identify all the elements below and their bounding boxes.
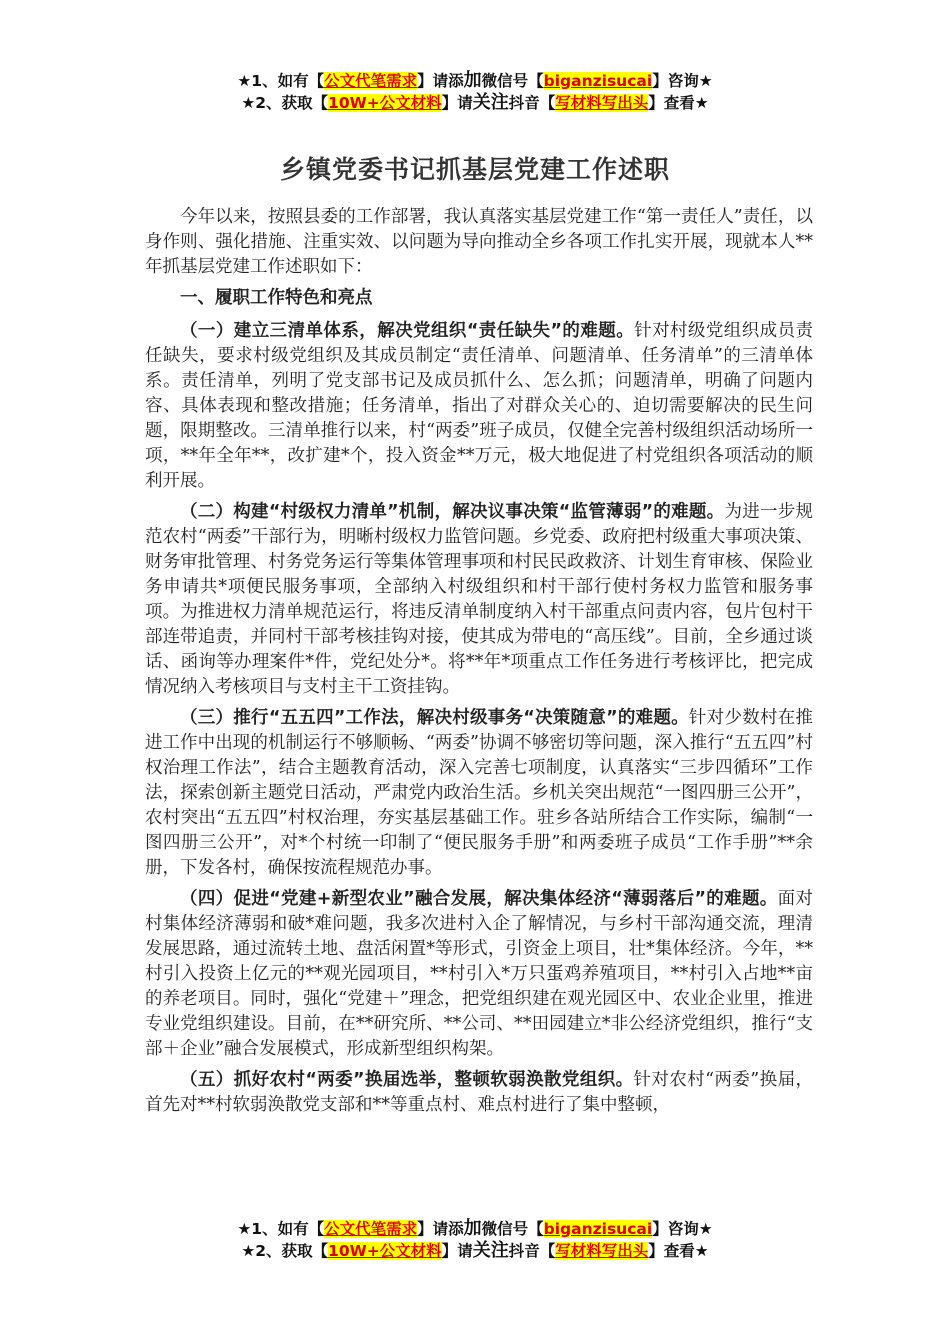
highlight-wechat-id: biganzisucai bbox=[543, 1220, 653, 1238]
item-paragraph bbox=[145, 887, 813, 1062]
item-paragraph bbox=[145, 319, 813, 494]
item-lead: （二）构建“村级权力清单”机制，解决议事决策“监管薄弱”的难题。 bbox=[180, 502, 725, 522]
highlight-service: 公文代笔需求 bbox=[324, 1220, 418, 1238]
promo-banner-top bbox=[0, 70, 950, 114]
promo-line-2: ★2、获取【10W+公文材料】请关注抖音【写材料写出头】查看★ bbox=[241, 92, 709, 113]
item-lead: （四）促进“党建+新型农业”融合发展，解决集体经济“薄弱落后”的难题。 bbox=[180, 889, 778, 909]
document-body bbox=[145, 205, 813, 1124]
highlight-service: 公文代笔需求 bbox=[324, 72, 418, 90]
item-body: 面对村集体经济薄弱和破*难问题，我多次进村入企了解情况，与乡村干部沟通交流，理清发展思路，通过流转土地、盘活闲置*等形式，引资金上项目，壮*集体经济。今年，**村引入投资上亿元的**观光园项目，**村引入*万只蛋鸡养殖项目，**村引入占地**亩的养老项目。同时，强化“党建＋”理念，把党组织建在观光园区中、农业企业里，推进专业党组织建设。目前，在**研究所、**公司、**田园建立*非公经济党组织，推行“支部＋企业”融合发展模式，形成新型组织构架。 bbox=[145, 889, 813, 1059]
item-lead: （一）建立三清单体系，解决党组织“责任缺失”的难题。 bbox=[180, 321, 635, 341]
item-body: 为进一步规范农村“两委”干部行为，明晰村级权力监管问题。乡党委、政府把村级重大事项决策、财务审批管理、村务党务运行等集体管理事项和村民民政救济、计划生育审核、保险业务申请共*项便民服务事项，全部纳入村级组织和村干部行使村务权力监管和服务事项。为推进权力清单规范运行，将违反清单制度纳入村干部重点问责内容，包片包村干部连带追责，并同村干部考核挂钩对接，使其成为带电的“高压线”。目前，全乡通过谈话、函询等办理案件*件，党纪处分*。将**年*项重点工作任务进行考核评比，把完成情况纳入考核项目与支村主干工资挂钩。 bbox=[145, 502, 813, 697]
intro-paragraph: 今年以来，按照县委的工作部署，我认真落实基层党建工作“第一责任人”责任，以身作则、强化措施、注重实效、以问题为导向推动全乡各项工作扎实开展，现就本人**年抓基层党建工作述职如下： bbox=[145, 207, 813, 277]
item-paragraph bbox=[145, 706, 813, 881]
item-lead: （三）推行“五五四”工作法，解决村级事务“决策随意”的难题。 bbox=[180, 708, 689, 728]
item-body: 针对农村“两委”换届，首先对**村软弱涣散党支部和**等重点村、难点村进行了集中整顿， bbox=[145, 1070, 813, 1115]
highlight-wechat-id: biganzisucai bbox=[543, 72, 653, 90]
item-paragraph bbox=[145, 1068, 813, 1118]
highlight-douyin: 写材料写出头 bbox=[555, 94, 649, 112]
item-paragraph bbox=[145, 500, 813, 700]
section-heading: 一、履职工作特色和亮点 bbox=[180, 288, 373, 308]
item-body: 针对村级党组织成员责任缺失，要求村级党组织及其成员制定“责任清单、问题清单、任务清单”的三清单体系。责任清单，列明了党支部书记及成员抓什么、怎么抓；问题清单，明确了问题内容、具体表现和整改措施；任务清单，指出了对群众关心的、迫切需要解决的民生问题，限期整改。三清单推行以来，村“两委”班子成员，仅健全完善村级组织活动场所一项，**年全年**，改扩建*个，投入资金**万元，极大地促进了村党组织各项活动的顺利开展。 bbox=[145, 321, 813, 491]
promo-line-2: ★2、获取【10W+公文材料】请关注抖音【写材料写出头】查看★ bbox=[241, 1240, 709, 1261]
promo-line-1: ★1、如有【公文代笔需求】请添加微信号【biganzisucai】咨询★ bbox=[237, 1218, 713, 1239]
highlight-materials: 10W+公文材料 bbox=[328, 94, 442, 112]
item-lead: （五）抓好农村“两委”换届选举，整顿软弱涣散党组织。 bbox=[180, 1070, 634, 1090]
highlight-materials: 10W+公文材料 bbox=[328, 1242, 442, 1260]
highlight-douyin: 写材料写出头 bbox=[555, 1242, 649, 1260]
promo-banner-bottom bbox=[0, 1218, 950, 1262]
document-title: 乡镇党委书记抓基层党建工作述职 bbox=[279, 155, 670, 184]
promo-line-1: ★1、如有【公文代笔需求】请添加微信号【biganzisucai】咨询★ bbox=[237, 70, 713, 91]
item-body: 针对少数村在推进工作中出现的机制运行不够顺畅、“两委”协调不够密切等问题，深入推行“五五四”村权治理工作法”，结合主题教育活动，深入完善七项制度，认真落实“三步四循环”工作法，探索创新主题党日活动，严肃党内政治生活。乡机关突出规范“一图四册三公开”，农村突出“五五四”村权治理，夯实基层基础工作。驻乡各站所结合工作实际，编制“一图四册三公开”，对*个村统一印制了“便民服务手册”和两委班子成员“工作手册”**余册，下发各村，确保按流程规范办事。 bbox=[145, 708, 814, 878]
